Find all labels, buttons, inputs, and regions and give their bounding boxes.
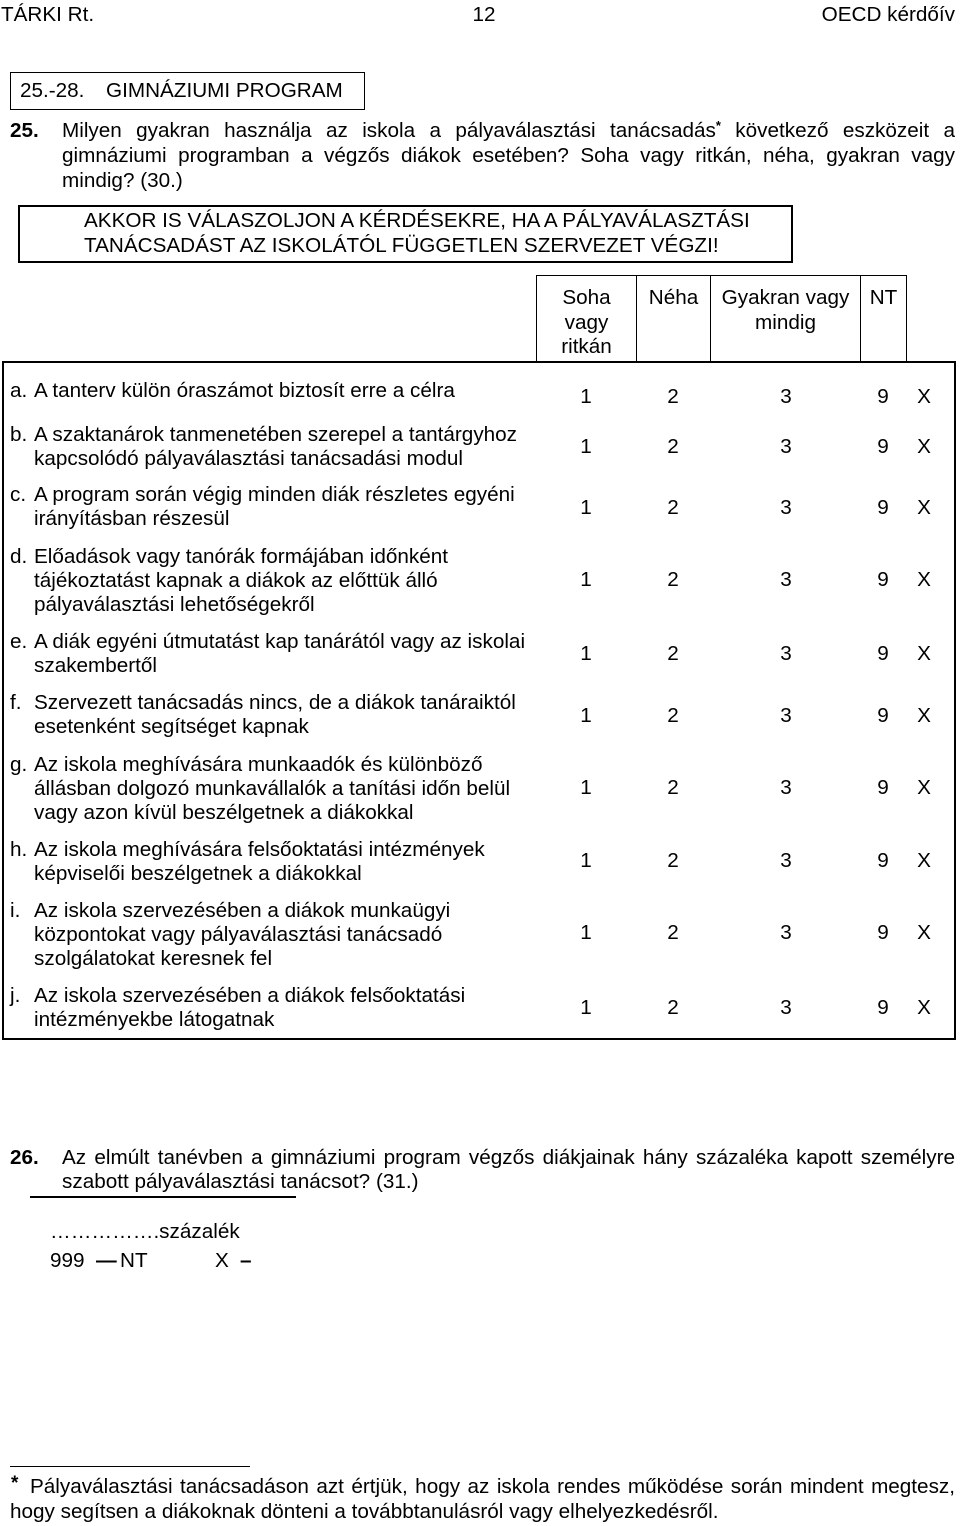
answer-codes-a [0,385,960,409]
answer-code-9: 9 [877,496,889,519]
answer-codes-g [0,776,960,800]
item-text-line: A program során végig minden diák részletes egyéni [34,483,515,506]
question-25-line-2: gimnáziumi programban a végzős diákok esetében? Soha vagy ritkán, néha, gyakran vagy [62,144,955,167]
refused-dash: – [240,1249,252,1272]
item-text-line: Az iskola szervezésében a diákok munkaügyi [34,899,451,922]
answer-codes-b [0,435,960,459]
answer-code-3: 3 [780,496,792,519]
column-header-dont-know [861,276,906,363]
answer-code-x: X [917,776,931,799]
dont-know-code: 999 [50,1249,85,1272]
answer-code-9: 9 [877,921,889,944]
footnote-line-2: hogy segítsen a diákoknak dönteni a továbbtanulásról vagy elhelyezkedésről. [10,1500,719,1523]
item-letter: d. [10,545,28,568]
question-26-text [62,1146,955,1194]
answer-code-1: 1 [580,385,592,408]
refused-code: X [215,1249,229,1272]
answer-code-2: 2 [667,849,679,872]
answer-code-3: 3 [780,435,792,458]
item-text-line: szolgálatokat keresnek fel [34,947,273,970]
item-text-line: szakembertől [34,654,158,677]
item-text-line: irányításban részesül [34,507,230,530]
answer-codes-f [0,704,960,728]
column-header-often [711,276,861,363]
item-text-line: esetenként segítséget kapnak [34,715,309,738]
answer-codes-i [0,921,960,945]
footnote-separator [10,1466,250,1467]
answer-code-3: 3 [780,385,792,408]
answer-code-3: 3 [780,704,792,727]
item-text-line: Az iskola meghívására munkaadók és különböző [34,753,483,776]
item-text-line: pályaválasztási lehetőségekről [34,593,315,616]
item-text-line: tájékoztatást kapnak a diákok az előttük álló [34,569,438,592]
answer-code-x: X [917,642,931,665]
answer-code-x: X [917,568,931,591]
item-text-line: A diák egyéni útmutatást kap tanárától vagy az iskolai [34,630,526,653]
column-header-line: mindig [755,310,816,334]
answer-code-1: 1 [580,996,592,1019]
question-25-text [62,118,955,193]
item-text-line: A tanterv külön óraszámot biztosít erre a célra [34,379,455,402]
column-header-line: Soha [562,286,611,309]
header-organization: TÁRKI Rt. [1,3,95,26]
answer-code-1: 1 [580,435,592,458]
instruction-line: AKKOR IS VÁLASZOLJON A KÉRDÉSEKRE, HA A PÁLYAVÁLASZTÁSI [84,209,750,232]
answer-code-x: X [917,496,931,519]
answer-code-3: 3 [780,642,792,665]
item-text-line: képviselői beszélgetnek a diákokkal [34,862,362,885]
item-text-line: állásban dolgozó munkavállalók a tanítási időn belül [34,777,511,800]
answer-code-9: 9 [877,849,889,872]
answer-code-3: 3 [780,921,792,944]
answer-code-2: 2 [667,642,679,665]
footnote-mark: * [715,118,721,133]
header-page-number: 12 [472,3,496,26]
answer-code-2: 2 [667,568,679,591]
answer-code-9: 9 [877,996,889,1019]
header-document-title: OECD kérdőív [821,3,955,26]
item-letter: a. [10,379,28,402]
answer-codes-c [0,496,960,520]
answer-code-2: 2 [667,435,679,458]
column-header-line: Néha [648,286,699,309]
answer-code-1: 1 [580,921,592,944]
answer-column-headers [536,275,907,363]
answer-code-3: 3 [780,776,792,799]
column-header-rarely [537,276,637,363]
answer-code-1: 1 [580,496,592,519]
section-title-box [10,72,365,110]
section-title: GIMNÁZIUMI PROGRAM [106,79,343,102]
answer-code-1: 1 [580,642,592,665]
column-header-sometimes [637,276,711,363]
question-25-line-1 [62,118,955,143]
answer-code-9: 9 [877,385,889,408]
answer-code-1: 1 [580,776,592,799]
answer-codes-h [0,849,960,873]
column-header-line: NT [869,286,898,309]
item-letter: f. [10,691,22,714]
answer-code-9: 9 [877,568,889,591]
item-text-line: Az iskola szervezésében a diákok felsőoktatási [34,984,466,1007]
item-text-line: Az iskola meghívására felsőoktatási intézmények [34,838,485,861]
column-header-line: ritkán [561,335,612,358]
item-text-line: vagy azon kívül beszélgetnek a diákokkal [34,801,414,824]
question-25-line-1-end: következő eszközeit a [720,119,955,142]
answer-code-9: 9 [877,642,889,665]
question-26-rule [30,1196,296,1198]
answer-code-1: 1 [580,704,592,727]
instruction-text [84,208,750,258]
answer-code-1: 1 [580,849,592,872]
answer-code-3: 3 [780,996,792,1019]
question-26-number: 26. [10,1146,39,1169]
answer-code-2: 2 [667,704,679,727]
answer-code-3: 3 [780,849,792,872]
question-25-line-1-start: Milyen gyakran használja az iskola a pályaválasztási tanácsadás [62,119,716,142]
answer-code-x: X [917,849,931,872]
answer-code-2: 2 [667,921,679,944]
column-header-line: Gyakran vagy [721,286,850,309]
answer-code-9: 9 [877,704,889,727]
item-text-line: kapcsolódó pályaválasztási tanácsadási modul [34,447,463,470]
item-text-line: Előadások vagy tanórák formájában időnként [34,545,449,568]
dont-know-dash: — [96,1249,117,1272]
answer-codes-d [0,568,960,592]
question-26-line-2: szabott pályaválasztási tanácsot? (31.) [62,1170,419,1193]
answer-code-x: X [917,704,931,727]
item-letter: h. [10,838,28,861]
answer-code-x: X [917,385,931,408]
footnote-line-1: Pályaválasztási tanácsadáson azt értjük, hogy az iskola rendes működése során mindent megtesz, [30,1475,955,1498]
percent-answer-field: …………….százalék [50,1220,240,1243]
question-25-line-3: mindig? (30.) [62,169,183,192]
item-text-line: Szervezett tanácsadás nincs, de a diákok tanáraiktól [34,691,516,714]
item-text-line: intézményekbe látogatnak [34,1008,275,1031]
instruction-line: TANÁCSADÁST AZ ISKOLÁTÓL FÜGGETLEN SZERVEZET VÉGZI! [84,234,719,257]
item-letter: b. [10,423,28,446]
answer-code-3: 3 [780,568,792,591]
question-26-line-1: Az elmúlt tanévben a gimnáziumi program végzős diákjainak hány százaléka kapott személyre [62,1146,955,1169]
item-letter: c. [10,483,27,506]
item-text-line: központokat vagy pályaválasztási tanácsadó [34,923,443,946]
answer-code-x: X [917,921,931,944]
answer-code-2: 2 [667,496,679,519]
answer-codes-j [0,996,960,1020]
item-letter: e. [10,630,28,653]
answer-codes-e [0,642,960,666]
column-header-line: vagy [564,310,609,334]
answer-code-x: X [917,996,931,1019]
answer-code-9: 9 [877,776,889,799]
item-text-line: A szaktanárok tanmenetében szerepel a tantárgyhoz [34,423,518,446]
answer-code-2: 2 [667,776,679,799]
item-letter: j. [10,984,21,1007]
section-code: 25.-28. [20,79,85,102]
question-25-number: 25. [10,119,39,142]
item-letter: g. [10,753,28,776]
footnote-line-1-wrap [30,1475,955,1500]
answer-code-2: 2 [667,996,679,1019]
answer-code-9: 9 [877,435,889,458]
dont-know-label: NT [120,1249,148,1272]
footnote-asterisk: * [11,1473,19,1494]
item-letter: i. [10,899,21,922]
instruction-box [18,205,793,263]
answer-code-2: 2 [667,385,679,408]
answer-code-1: 1 [580,568,592,591]
answer-code-x: X [917,435,931,458]
